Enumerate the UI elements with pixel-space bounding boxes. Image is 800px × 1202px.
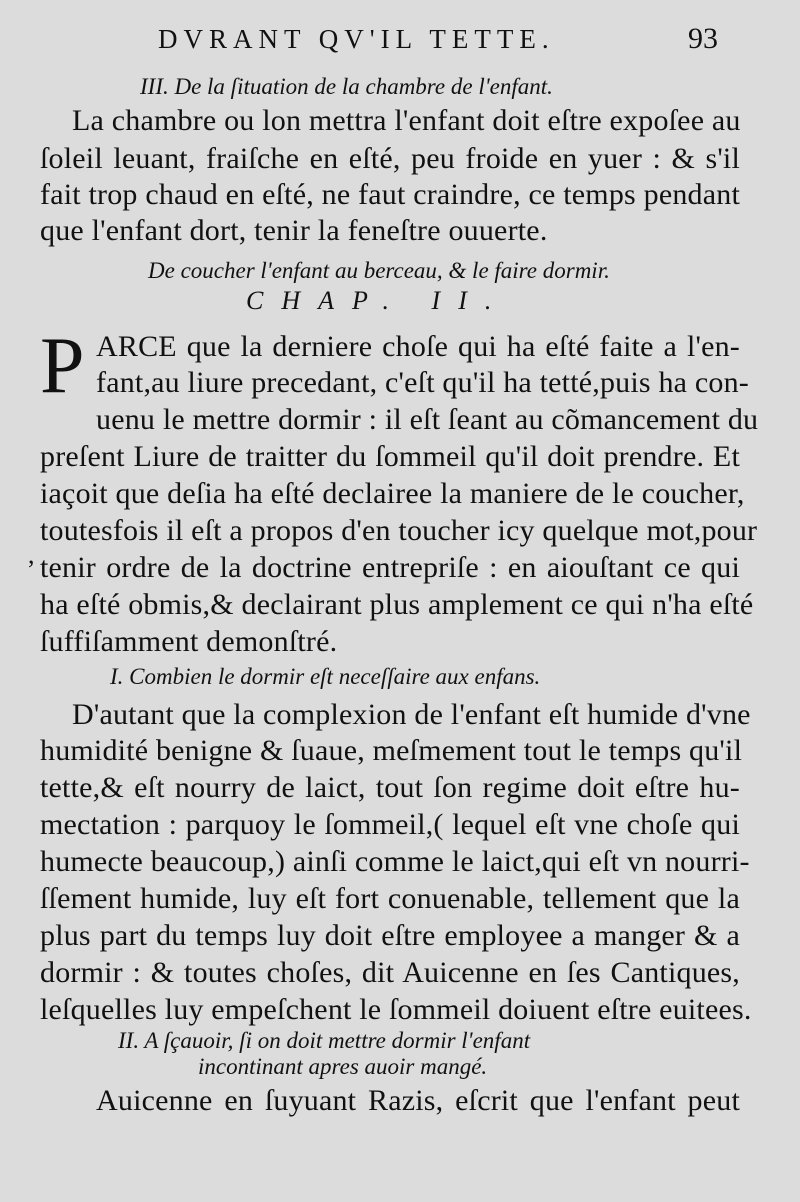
para3-line-1: D'autant que la complexion de l'enfant eſt humide d'vne	[72, 698, 751, 731]
running-head	[158, 24, 718, 55]
para2-line-2: fant,au liure precedant, c'eſt qu'il ha tetté,puis ha con-	[96, 366, 749, 399]
margin-mark: ,	[28, 540, 35, 569]
running-head-text: DVRANT QV'IL TETTE.	[158, 24, 555, 54]
para1-line-4: que l'enfant dort, tenir la feneſtre ouuerte.	[40, 214, 548, 247]
para4-line-1: Auicenne en ſuyuant Razis, eſcrit que l'enfant peut	[96, 1084, 740, 1117]
section-heading-2-line-1: II. A ſçauoir, ſi on doit mettre dormir l'enfant	[118, 1028, 531, 1053]
para1-line-3: fait trop chaud en eſté, ne faut craindre, ce temps pendant	[40, 178, 740, 211]
para3-line-5: humecte beaucoup,) ainſi comme le laict,qui eſt vn nourri-	[40, 845, 750, 878]
section-heading-3: III. De la ſituation de la chambre de l'enfant.	[140, 74, 553, 99]
drop-capital: P	[40, 322, 85, 410]
para1-line-2: ſoleil leuant, fraiſche en eſté, peu froide en yuer : & s'il	[40, 142, 740, 175]
section-heading-2-line-2: incontinant apres auoir mangé.	[198, 1054, 488, 1079]
para3-line-3: tette,& eſt nourry de laict, tout ſon regime doit eſtre hu-	[40, 771, 740, 804]
para2-line-5: iaçoit que deſia ha eſté declairee la maniere de le coucher,	[40, 477, 745, 510]
para2-line-6: toutesfois il eſt a propos d'en toucher icy quelque mot,pour	[40, 514, 758, 547]
chapter-label: CHAP. II.	[246, 286, 510, 315]
para2-line-8: ha eſté obmis,& declairant plus amplement ce qui n'ha eſté	[40, 588, 754, 621]
para2-line-3: uenu le mettre dormir : il eſt ſeant au cõmancement du	[96, 403, 759, 436]
para3-line-7: plus part du temps luy doit eſtre employee a manger & a	[40, 919, 740, 952]
para1-line-1: La chambre ou lon mettra l'enfant doit eſtre expoſee au	[72, 104, 741, 137]
para2-line-1: ARCE que la derniere choſe qui ha eſté faite a l'en-	[96, 330, 740, 363]
para2-line-9: ſuffiſamment demonſtré.	[40, 625, 338, 658]
para3-line-8: dormir : & toutes choſes, dit Auicenne en ſes Cantiques,	[40, 956, 740, 989]
para3-line-2: humidité benigne & ſuaue, meſmement tout le temps qu'il	[40, 734, 743, 767]
para3-line-9: leſquelles luy empeſchent le ſommeil doiuent eſtre euitees.	[40, 993, 752, 1026]
page-number: 93	[688, 22, 718, 55]
para3-line-6: ſſement humide, luy eſt fort conuenable, tellement que la	[40, 882, 740, 915]
para2-line-7: tenir ordre de la doctrine entrepriſe : en aiouſtant ce qui	[40, 551, 740, 584]
chapter-title: De coucher l'enfant au berceau, & le faire dormir.	[148, 258, 610, 283]
para3-line-4: mectation : parquoy le ſommeil,( lequel eſt vne choſe qui	[40, 808, 740, 841]
para2-line-4: preſent Liure de traitter du ſommeil qu'il doit prendre. Et	[40, 440, 740, 473]
section-heading-1: I. Combien le dormir eſt neceſſaire aux enfans.	[110, 664, 541, 689]
